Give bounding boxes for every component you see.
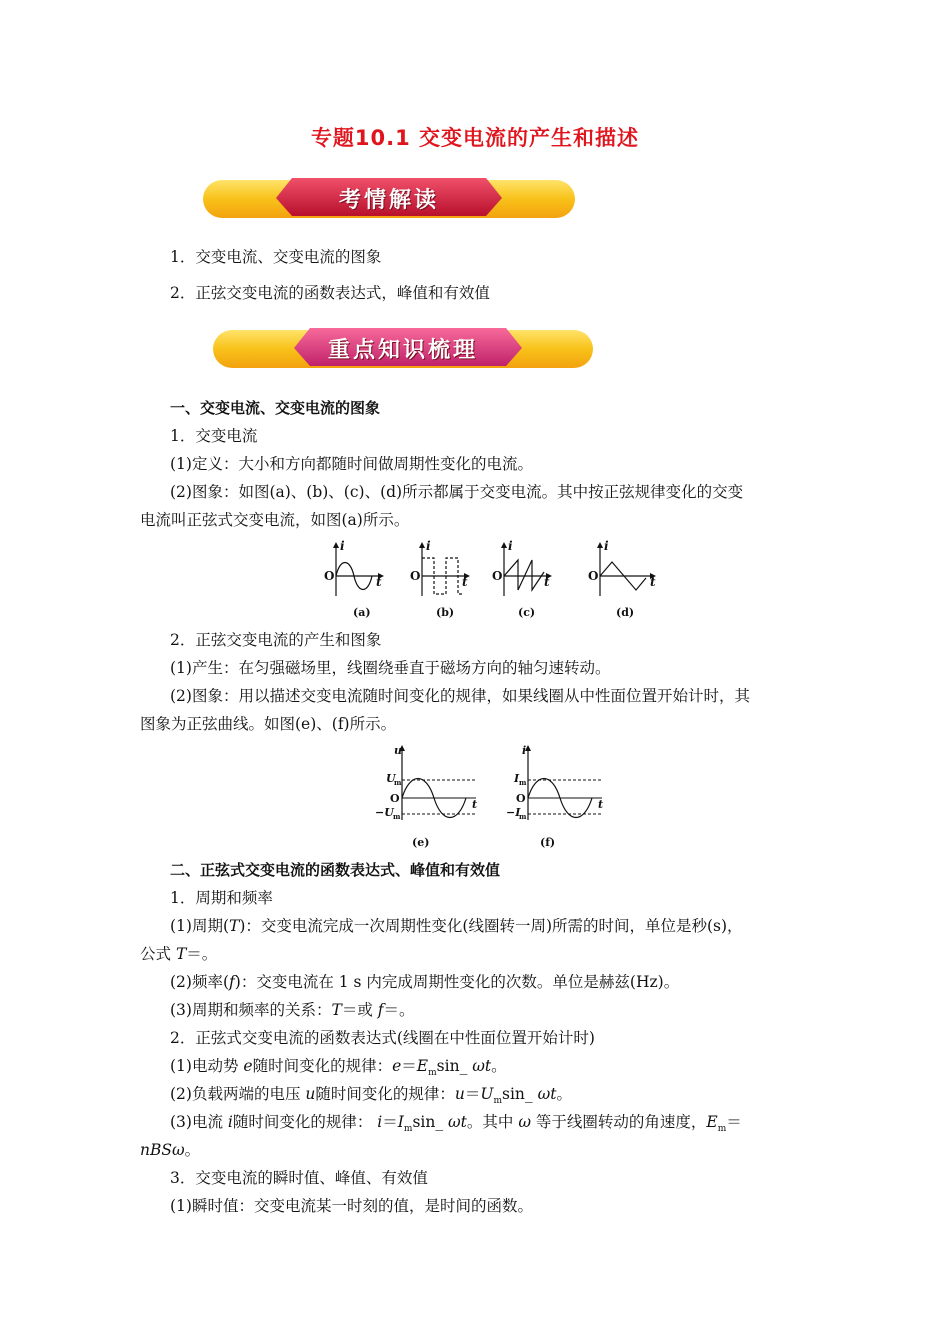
fig-a-origin: O [324,569,335,583]
fig-c-label: (c) [518,606,536,619]
page-title: 专题10.1 交变电流的产生和描述 [310,126,640,150]
fig-e-max: U [386,772,396,785]
fig-f-label: (f) [540,836,556,849]
fig-c-axis-y: i [508,539,513,553]
section2-relation: (3)周期和频率的关系：T＝或 f＝。 [170,1001,415,1019]
banner-kaoqing-text: 考情解读 [338,187,439,213]
fig-e-max-sub: m [394,778,402,787]
fig-a-axis-x: t [376,575,382,589]
fig-e-origin: O [390,792,400,805]
section1-sub1: 1．交变电流 [170,427,258,445]
section1-img-line1: (2)图象：如图(a)、(b)、(c)、(d)所示都属于交变电流。其中按正弦规律变化的交变 [170,483,744,501]
fig-a-axis-y: i [340,539,345,553]
banner-zhongdian-text: 重点知识梳理 [327,337,478,363]
fig-e-axis-x: t [472,798,478,811]
fig-f-min: −I [506,806,521,819]
figure-b [410,539,470,619]
fig-f-axis-x: t [598,798,604,811]
section1-gen: (1)产生：在匀强磁场里，线圈绕垂直于磁场方向的轴匀速转动。 [170,659,611,677]
fig-e-min: −U [375,806,394,819]
figure-e [375,744,477,849]
fig-f-origin: O [516,792,526,805]
section1-heading: 一、交变电流、交变电流的图象 [170,399,381,417]
kaoqing-banner [202,176,576,220]
figure-a [324,539,384,619]
fig-f-min-sub: m [519,812,527,821]
section2-inst: (1)瞬时值：交变电流某一时刻的值，是时间的函数。 [170,1197,533,1215]
fig-d-axis-y: i [604,539,609,553]
section1-def: (1)定义：大小和方向都随时间做周期性变化的电流。 [170,455,533,473]
fig-d-origin: O [588,569,599,583]
section2-current: (3)电流 i随时间变化的规律： $i=I_m\sin\_$ ωt。其中 ω 等于线圈转动的角速度，$E_m=$ [170,1113,742,1135]
fig-a-label: (a) [353,606,371,619]
fig-f-max: I [514,772,520,785]
fig-b-axis-x: t [462,575,468,589]
kaoqing-item-1: 1．交变电流、交变电流的图象 [170,248,382,266]
section2-sub2: 2．正弦式交变电流的函数表达式(线圈在中性面位置开始计时) [170,1029,595,1047]
fig-b-axis-y: i [426,539,431,553]
figures-ef [368,742,618,852]
section1-sub2: 2．正弦交变电流的产生和图象 [170,631,382,649]
fig-f-max-sub: m [519,778,527,787]
kaoqing-item-2: 2．正弦交变电流的函数表达式，峰值和有效值 [170,284,490,302]
figure-f [506,744,603,849]
section2-period-formula: 公式 T＝。 [140,945,218,963]
fig-e-min-sub: m [393,812,401,821]
section2-nbs: nBSω。 [140,1141,201,1159]
section2-sub3: 3．交变电流的瞬时值、峰值、有效值 [170,1169,428,1187]
fig-b-origin: O [410,569,421,583]
fig-c-axis-x: t [544,575,550,589]
section1-img-line2: 电流叫正弦式交变电流，如图(a)所示。 [140,511,410,529]
section2-heading: 二、正弦式交变电流的函数表达式、峰值和有效值 [170,861,501,879]
fig-d-label: (d) [616,606,635,619]
fig-c-origin: O [492,569,503,583]
fig-f-axis-y: i [522,744,527,757]
fig-b-label: (b) [436,606,455,619]
fig-e-axis-y: u [394,744,402,757]
figure-c [492,539,552,619]
zhongdian-banner [212,326,594,370]
section2-emf: (1)电动势 e随时间变化的规律：$e=E_m\sin\_$ ωt。 [170,1057,507,1079]
section2-freq: (2)频率(f)：交变电流在 1 s 内完成周期性变化的次数。单位是赫兹(Hz)。 [170,973,680,991]
section1-img2-line1: (2)图象：用以描述交变电流随时间变化的规律，如果线圈从中性面位置开始计时，其 [170,687,750,705]
section1-img2-line2: 图象为正弦曲线。如图(e)、(f)所示。 [140,715,397,733]
section2-period: (1)周期(T)：交变电流完成一次周期性变化(线圈转一周)所需的时间，单位是秒(s)， [170,917,743,935]
fig-d-axis-x: t [650,575,656,589]
section2-voltage: (2)负载两端的电压 u随时间变化的规律：$u=U_m\sin\_$ ωt。 [170,1085,572,1107]
figures-abcd [320,538,670,622]
fig-e-label: (e) [412,836,430,849]
figure-d [588,539,656,619]
section2-sub1: 1．周期和频率 [170,889,273,907]
